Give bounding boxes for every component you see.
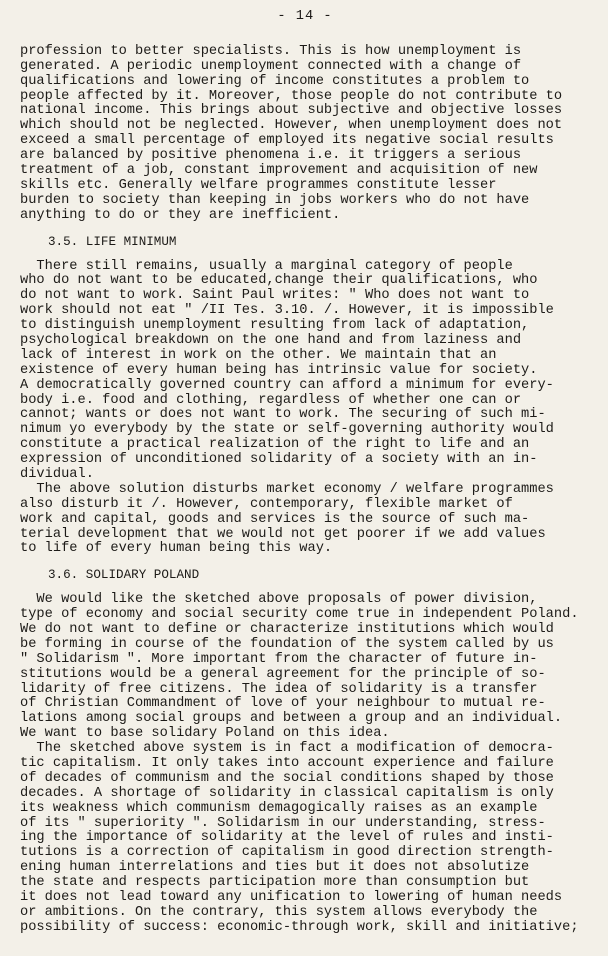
solidary-poland-paragraph-1: [20, 593, 590, 742]
text-line: lack of interest in work on the other. We maintain that an: [20, 347, 497, 363]
text-line: ening human interrelations and ties but it does not absolutize: [20, 860, 530, 876]
text-line: psychological breakdown on the one hand and from laziness and: [20, 332, 522, 348]
text-line: qualifications and lowering of income constitutes a problem to: [20, 73, 530, 89]
life-minimum-paragraph-1: [20, 260, 590, 483]
text-line: its weakness which communism demagogically raises as an example: [20, 800, 538, 816]
text-line: We do not want to define or characterize institutions which would: [20, 622, 554, 637]
section-heading-solidary-poland: 3.6. SOLIDARY POLAND: [48, 568, 200, 583]
text-line: to distinguish unemployment resulting from lack of adaptation,: [20, 318, 530, 334]
text-line: are balanced by positive phenomena i.e. it triggers a serious: [20, 148, 522, 164]
text-line: nimum yo everybody by the state or self-governing authority would: [20, 422, 554, 438]
text-line: The above solution disturbs market economy / welfare programmes: [20, 481, 554, 497]
text-line: A democratically governed country can afford a minimum for every-: [20, 377, 554, 393]
text-line: exceed a small percentage of employed its negative social results: [20, 133, 554, 149]
text-line: also disturb it /. However, contemporary, flexible market of: [20, 496, 513, 512]
text-line: type of economy and social security come true in independent Poland.: [20, 607, 579, 623]
text-line: it does not lead toward any unification to lowering of human needs: [20, 890, 563, 906]
text-line: cannot; wants or does not want to work. The securing of such mi-: [20, 407, 546, 423]
text-line: existence of every human being has intrinsic value for society.: [20, 362, 538, 378]
life-minimum-paragraph-2: [20, 483, 590, 557]
page-number: - 14 -: [277, 9, 333, 24]
text-line: We would like the sketched above proposals of power division,: [20, 592, 538, 608]
text-line: be forming in course of the foundation of the system called by us: [20, 636, 554, 652]
solidary-poland-paragraph-2: [20, 742, 590, 936]
text-line: lidarity of free citizens. The idea of solidarity is a transfer: [20, 681, 538, 697]
text-line: generated. A periodic unemployment connected with a change of: [20, 58, 522, 74]
text-line: or ambitions. On the contrary, this system allows everybody the: [20, 904, 538, 920]
text-line: work should not eat " /II Tes. 3.10. /. However, it is impossible: [20, 303, 554, 319]
text-line: ing the importance of solidarity at the level of rules and insti-: [20, 830, 554, 846]
text-line: the state and respects participation more than consumption but: [20, 875, 530, 891]
text-line: do not want to work. Saint Paul writes: " Who does not want to: [20, 288, 530, 304]
text-line: terial development that we would not get poorer if we add values: [20, 526, 546, 542]
text-line: people affected by it. Moreover, those people do not contribute to: [20, 88, 563, 104]
text-line: dividual.: [20, 466, 94, 482]
text-line: possibility of success: economic-through work, skill and initiative;: [20, 919, 579, 935]
text-line: tutions is a correction of capitalism in good direction strength-: [20, 845, 554, 861]
text-line: of decades of communism and the social conditions shaped by those: [20, 770, 554, 786]
text-line: lations among social groups and between a group and an individual.: [20, 711, 563, 727]
text-line: The sketched above system is in fact a modification of democra-: [20, 741, 554, 757]
text-line: which should not be neglected. However, when unemployment does not: [20, 118, 563, 134]
text-line: We want to base solidary Poland on this idea.: [20, 726, 390, 742]
text-line: skills etc. Generally welfare programmes constitute lesser: [20, 177, 497, 193]
text-line: expression of unconditioned solidarity of a society with an in-: [20, 452, 538, 468]
text-line: There still remains, usually a marginal category of people: [20, 258, 513, 274]
text-line: tic capitalism. It only takes into account experience and failure: [20, 756, 554, 772]
text-line: profession to better specialists. This is how unemployment is: [20, 43, 522, 59]
text-line: of its " superiority ". Solidarism in our understanding, stress-: [20, 815, 546, 831]
text-line: constitute a practical realization of the right to life and an: [20, 437, 530, 453]
text-line: who do not want to be educated,change their qualifications, who: [20, 273, 538, 289]
text-line: treatment of a job, constant improvement and acquisition of new: [20, 163, 538, 179]
text-line: national income. This brings about subjective and objective losses: [20, 103, 563, 119]
text-line: " Solidarism ". More important from the character of future in-: [20, 651, 538, 667]
text-line: anything to do or they are inefficient.: [20, 207, 341, 223]
text-line: of Christian Commandment of love of your neighbour to mutual re-: [20, 696, 546, 712]
intro-paragraph: [20, 45, 590, 224]
text-line: body i.e. food and clothing, regardless of whether one can or: [20, 392, 522, 408]
text-line: to life of every human being this way.: [20, 541, 333, 557]
text-line: burden to society than keeping in jobs workers who do not have: [20, 192, 530, 208]
section-heading-life-minimum: 3.5. LIFE MINIMUM: [48, 234, 177, 249]
text-line: work and capital, goods and services is the source of such ma-: [20, 511, 530, 527]
text-line: decades. A shortage of solidarity in classical capitalism is only: [20, 785, 554, 801]
text-line: stitutions would be a general agreement for the principle of so-: [20, 666, 546, 682]
